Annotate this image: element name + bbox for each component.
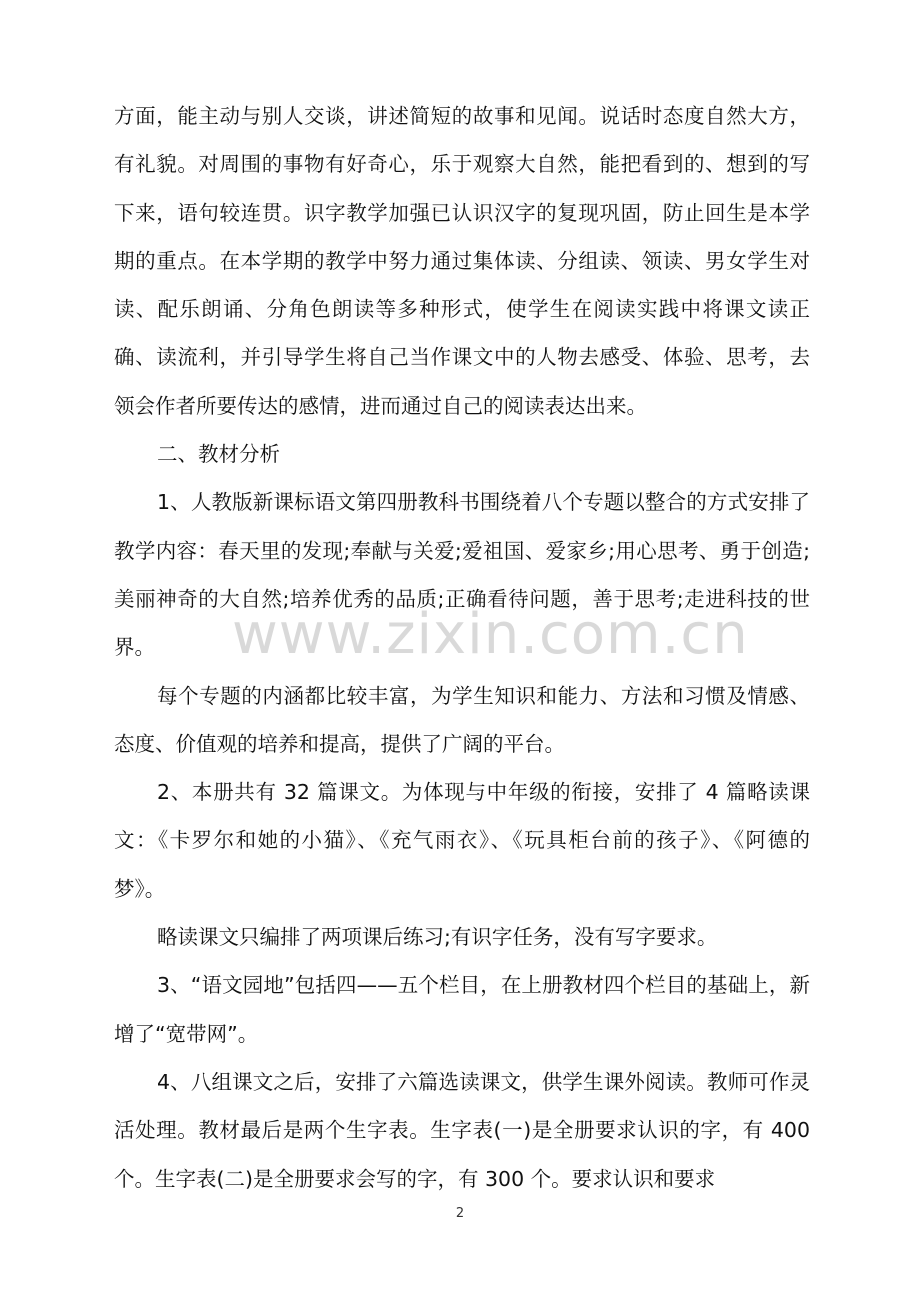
section-heading: 二、教材分析 bbox=[157, 442, 280, 467]
page-number: 2 bbox=[455, 1206, 465, 1221]
paragraph-continuation: 方面，能主动与别人交谈，讲述简短的故事和见闻。说话时态度自然大方，有礼貌。对周围的事物有好奇心，乐于观察大自然，能把看到的、想到的写下来，语句较连贯。识字教学加强已认识汉字的复现巩固，防止回生是本学期的重点。在本学期的教学中努力通过集体读、分组读、领读、男女学生对读、配乐朗诵、分角色朗读等多种形式，使学生在阅读实践中将课文读正确、读流利，并引导学生将自己当作课文中的人物去感受、体验、思考，去领会作者所要传达的感情，进而通过自己的阅读表达出来。 bbox=[114, 104, 810, 418]
paragraph-item-1: 1、人教版新课标语文第四册教科书围绕着八个专题以整合的方式安排了教学内容：春天里的发现;奉献与关爱;爱祖国、爱家乡;用心思考、勇于创造;美丽神奇的大自然;培养优秀的品质;正确看待问题，善于思考;走进科技的世界。 bbox=[114, 490, 810, 660]
paragraph: 略读课文只编排了两项课后练习;有识字任务，没有写字要求。 bbox=[157, 925, 718, 950]
paragraph: 每个专题的内涵都比较丰富，为学生知识和能力、方法和习惯及情感、态度、价值观的培养和提高，提供了广阔的平台。 bbox=[114, 683, 810, 756]
document-body bbox=[114, 92, 810, 1203]
paragraph-item-4: 4、八组课文之后，安排了六篇选读课文，供学生课外阅读。教师可作灵活处理。教材最后是两个生字表。生字表(一)是全册要求认识的字，有 400 个。生字表(二)是全册要求会写的字，有 300 个。要求认识和要求 bbox=[114, 1069, 810, 1191]
watermark: www.zixin.com.cn bbox=[232, 602, 749, 667]
paragraph-item-3: 3、“语文园地”包括四——五个栏目，在上册教材四个栏目的基础上，新增了“宽带网”。 bbox=[114, 973, 810, 1046]
paragraph-item-2: 2、本册共有 32 篇课文。为体现与中年级的衔接，安排了 4 篇略读课文：《卡罗尔和她的小猫》、《充气雨衣》、《玩具柜台前的孩子》、《阿德的梦》。 bbox=[114, 780, 810, 901]
